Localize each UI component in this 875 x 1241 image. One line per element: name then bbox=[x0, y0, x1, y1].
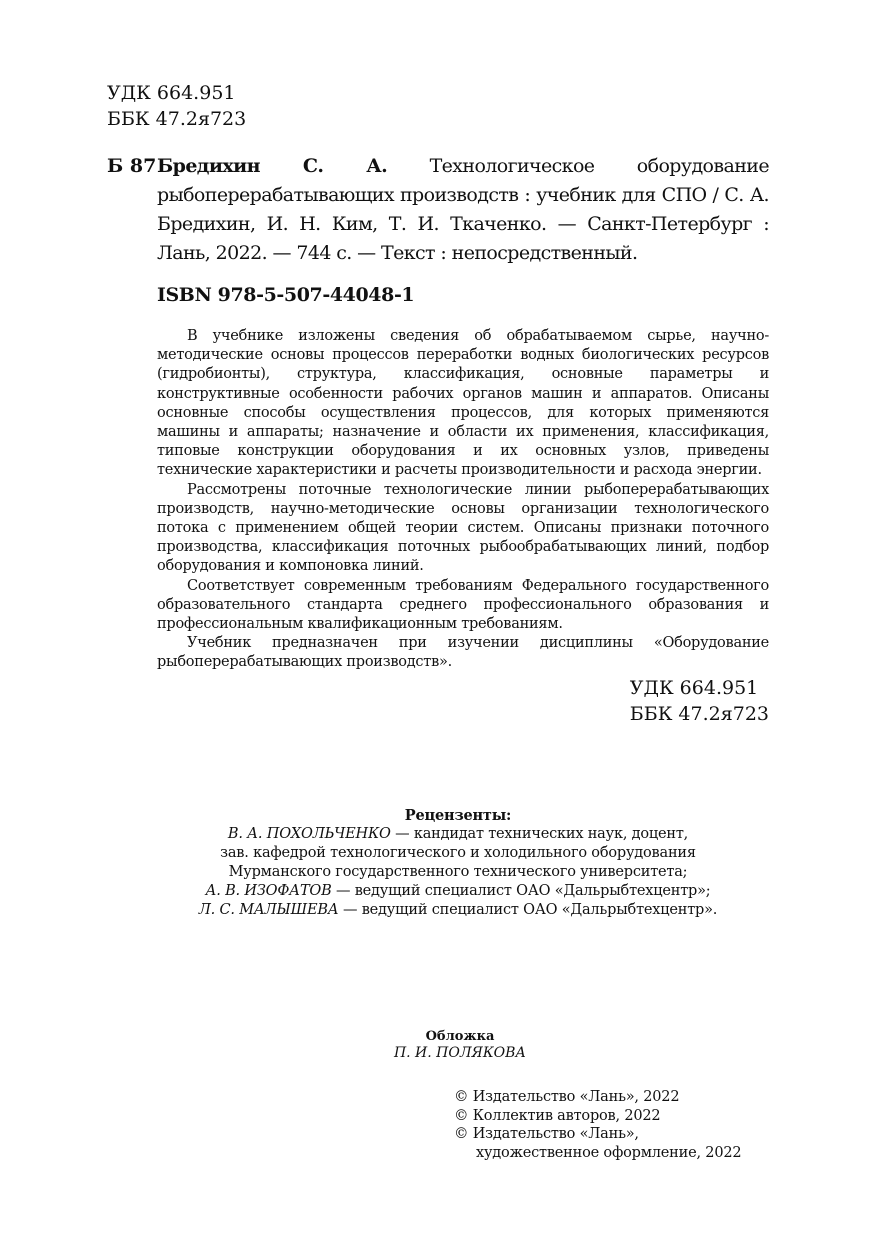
annotation-paragraph: Учебник предназначен при изучении дисциплины «Оборудование рыбоперерабатывающих производств». bbox=[157, 635, 769, 671]
copyright-line: © Издательство «Лань», bbox=[454, 1126, 639, 1142]
reviewer-2 bbox=[150, 882, 766, 901]
author-mark: Б 87 bbox=[107, 155, 157, 177]
annotation bbox=[157, 327, 769, 673]
copyright-block bbox=[454, 1088, 741, 1162]
copyright-line: художественное оформление, 2022 bbox=[476, 1144, 742, 1161]
copyright-line: © Коллектив авторов, 2022 bbox=[454, 1107, 661, 1124]
bibliographic-description bbox=[157, 152, 769, 268]
top-classification-codes bbox=[107, 80, 246, 132]
udk-code: УДК 664.951 bbox=[107, 82, 236, 104]
reviewer-description: — кандидат технических наук, доцент, bbox=[390, 826, 689, 842]
udk-code: УДК 664.951 bbox=[629, 677, 759, 699]
bbk-code: ББК 47.2я723 bbox=[629, 703, 769, 725]
bibliographic-text: Технологическое оборудование рыбоперерабатывающих производств : учебник для СПО / С. А. Бредихин, И. Н. Ким, Т. И. Ткаченко. — Санкт-Петербург : Лань, 2022. — 744 с. — Текст : непосредственный. bbox=[157, 155, 769, 264]
reviewer-name: В. А. ПОХОЛЬЧЕНКО bbox=[227, 826, 391, 842]
bbk-code: ББК 47.2я723 bbox=[107, 108, 247, 130]
annotation-paragraph: Рассмотрены поточные технологические линии рыбоперерабатывающих производств, научно-методические основы организации технологического потока с применением общей теории систем. Описаны признаки поточного производства, классификация поточных рыбообрабатывающих линий, подбор оборудования и компоновка линий. bbox=[157, 481, 769, 575]
reviewer-1-position: зав. кафедрой технологического и холодильного оборудования bbox=[220, 845, 696, 861]
reviewer-1 bbox=[150, 825, 766, 844]
isbn: ISBN 978-5-507-44048-1 bbox=[157, 284, 415, 306]
reviewer-description: — ведущий специалист ОАО «Дальрыбтехцентр»; bbox=[331, 883, 711, 899]
reviewers-block bbox=[150, 806, 766, 920]
annotation-paragraph: В учебнике изложены сведения об обрабатываемом сырье, научно-методические основы процессов переработки водных биологических ресурсов (гидробионты), структура, классификация, основные параметры и конструктивные особенности рабочих органов машин и аппаратов. Описаны основные способы осуществления процессов, для которых применяются машины и аппараты; назначение и области их применения, классификация, типовые конструкции оборудования и их основных узлов, приведены технические характеристики и расчеты производительности и расхода энергии. bbox=[157, 328, 769, 479]
reviewers-heading: Рецензенты: bbox=[404, 807, 512, 824]
reviewer-description: — ведущий специалист ОАО «Дальрыбтехцентр». bbox=[338, 902, 718, 918]
reviewer-name: А. В. ИЗОФАТОВ bbox=[205, 883, 332, 899]
cover-designer: П. И. ПОЛЯКОВА bbox=[393, 1045, 527, 1061]
copyright-line: © Издательство «Лань», 2022 bbox=[454, 1089, 680, 1105]
cover-heading: Обложка bbox=[425, 1029, 495, 1044]
reviewer-3 bbox=[150, 901, 766, 920]
bottom-classification-codes bbox=[630, 675, 769, 727]
annotation-paragraph: Соответствует современным требованиям Федерального государственного образовательного стандарта среднего профессионального образования и профессиональным квалификационным требованиям. bbox=[157, 577, 769, 633]
reviewer-name: Л. С. МАЛЫШЕВА bbox=[198, 902, 339, 918]
cover-credit bbox=[360, 1029, 560, 1061]
author-name: Бредихин С. А. bbox=[157, 155, 388, 177]
reviewer-1-organization: Мурманского государственного технического университета; bbox=[228, 864, 688, 880]
